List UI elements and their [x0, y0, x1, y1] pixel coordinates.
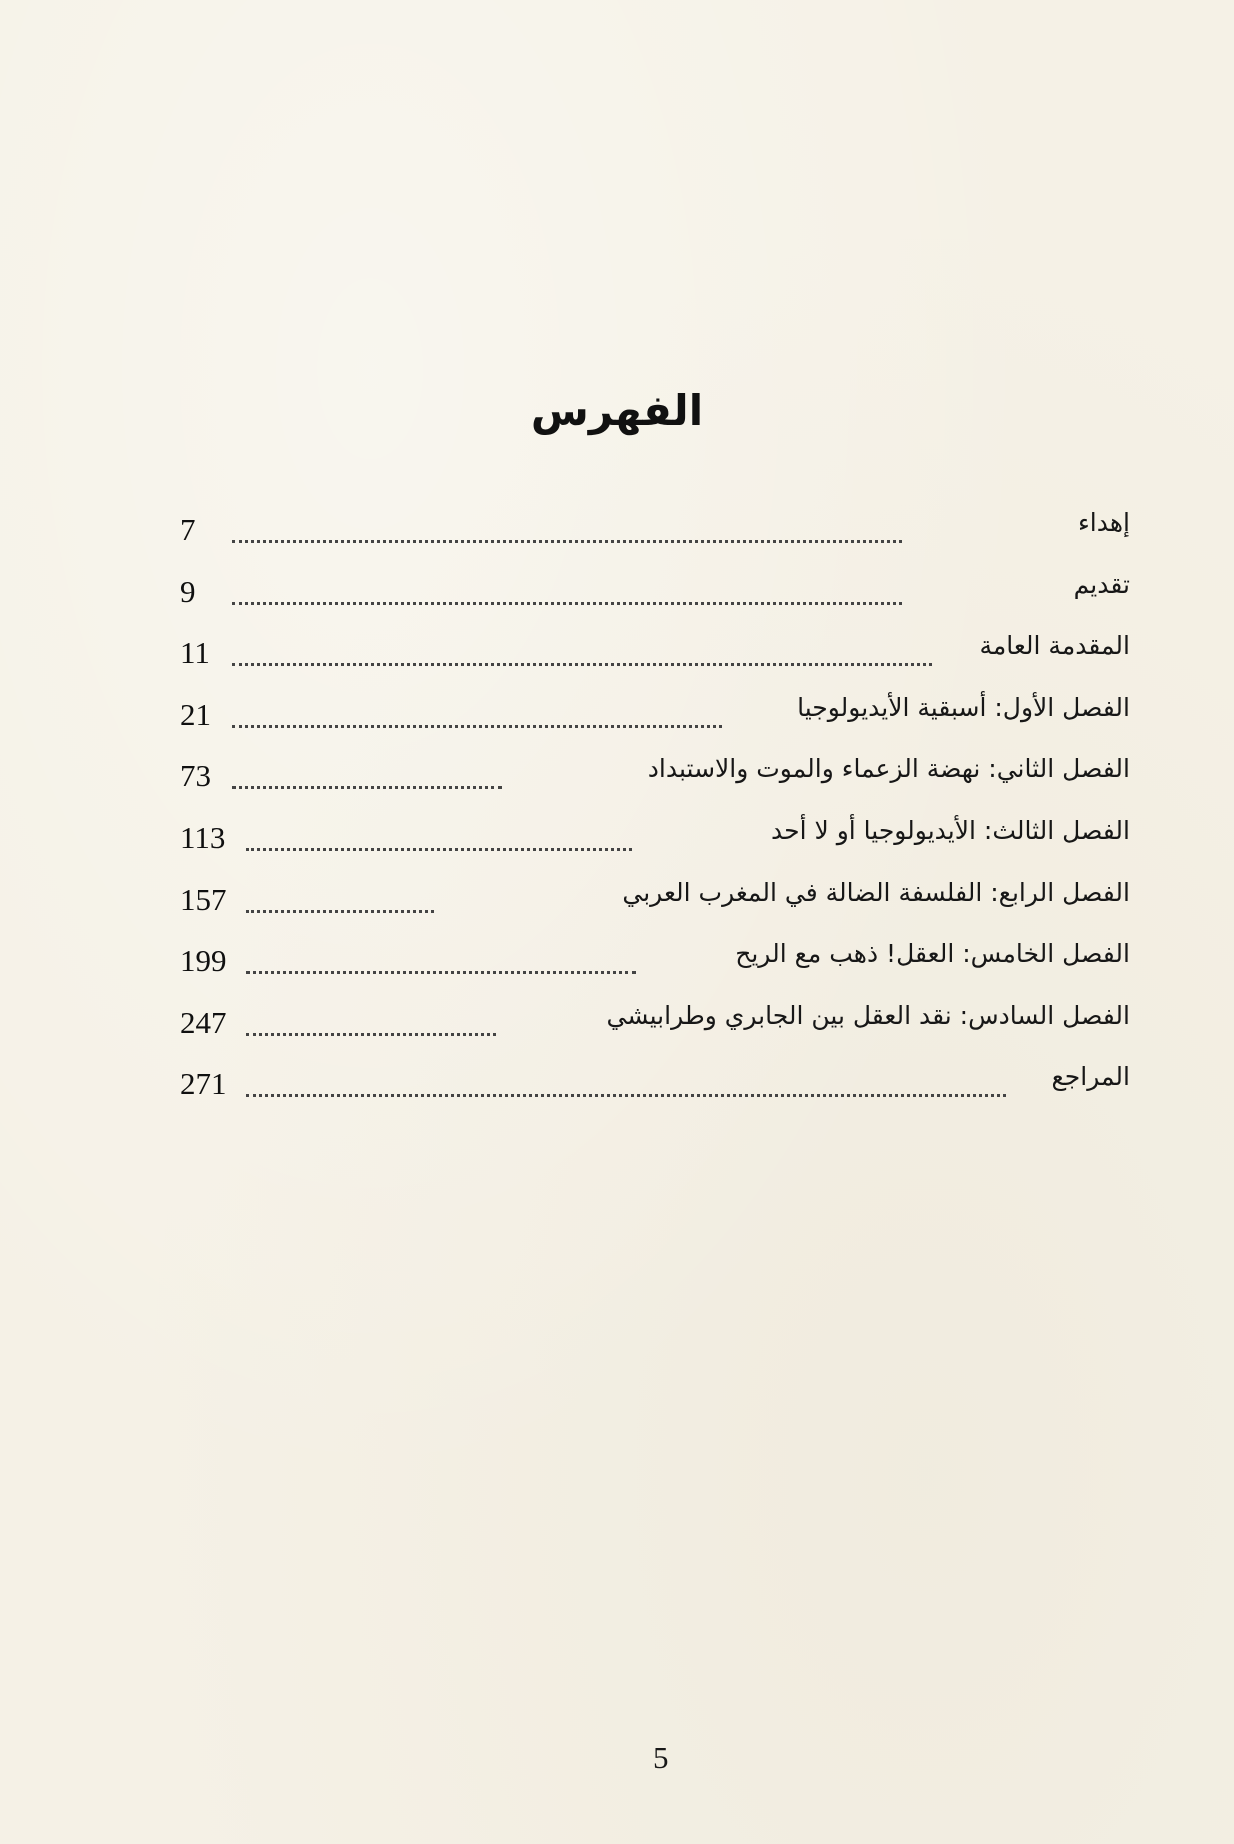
page-title: الفهرس [530, 386, 704, 435]
toc-row-chapter-3 [180, 816, 1130, 878]
dot-leader [246, 1033, 496, 1036]
toc-label: الفصل الأول: أسبقية الأيديولوجيا [797, 692, 1130, 722]
toc-row-chapter-5 [180, 939, 1130, 1001]
dot-leader [246, 848, 632, 851]
toc-label: الفصل السادس: نقد العقل بين الجابري وطرابيشي [606, 1000, 1130, 1030]
dot-leader [232, 602, 902, 605]
dot-leader [246, 971, 636, 974]
toc-page-number: 247 [180, 1004, 227, 1040]
dot-leader [232, 725, 722, 728]
toc-page-number: 9 [180, 573, 196, 609]
toc-label: المراجع [1051, 1062, 1130, 1092]
toc-row-introduction [180, 631, 1130, 693]
toc-page-number: 73 [180, 758, 211, 794]
toc-page-number: 7 [180, 512, 196, 547]
toc-row-dedication [180, 508, 1130, 570]
toc-label: الفصل الثالث: الأيديولوجيا أو لا أحد [771, 815, 1130, 845]
toc-row-references [180, 1062, 1130, 1124]
toc-row-preface [180, 570, 1130, 632]
toc-label: الفصل الخامس: العقل! ذهب مع الريح [735, 939, 1130, 969]
toc-page-number: 199 [180, 943, 227, 979]
toc-row-chapter-1 [180, 693, 1130, 755]
dot-leader [246, 910, 434, 913]
toc-page-number: 271 [180, 1066, 227, 1102]
dot-leader [232, 663, 932, 666]
toc-label: إهداء [1078, 508, 1130, 537]
toc-row-chapter-6 [180, 1001, 1130, 1063]
toc-label: الفصل الرابع: الفلسفة الضالة في المغرب العربي [622, 877, 1130, 907]
toc-label: تقديم [1073, 569, 1130, 599]
table-of-contents [180, 508, 1130, 1124]
toc-row-chapter-4 [180, 878, 1130, 940]
toc-page-number: 21 [180, 696, 211, 732]
toc-page-number: 11 [180, 635, 210, 671]
toc-label: المقدمة العامة [979, 631, 1130, 661]
dot-leader [232, 540, 902, 543]
dot-leader [232, 786, 502, 789]
toc-row-chapter-2 [180, 754, 1130, 816]
toc-page-number: 113 [180, 819, 226, 855]
dot-leader [246, 1094, 1006, 1097]
toc-page-number: 157 [180, 881, 227, 917]
toc-label: الفصل الثاني: نهضة الزعماء والموت والاستبداد [647, 754, 1130, 784]
page-folio-number: 5 [653, 1740, 669, 1775]
